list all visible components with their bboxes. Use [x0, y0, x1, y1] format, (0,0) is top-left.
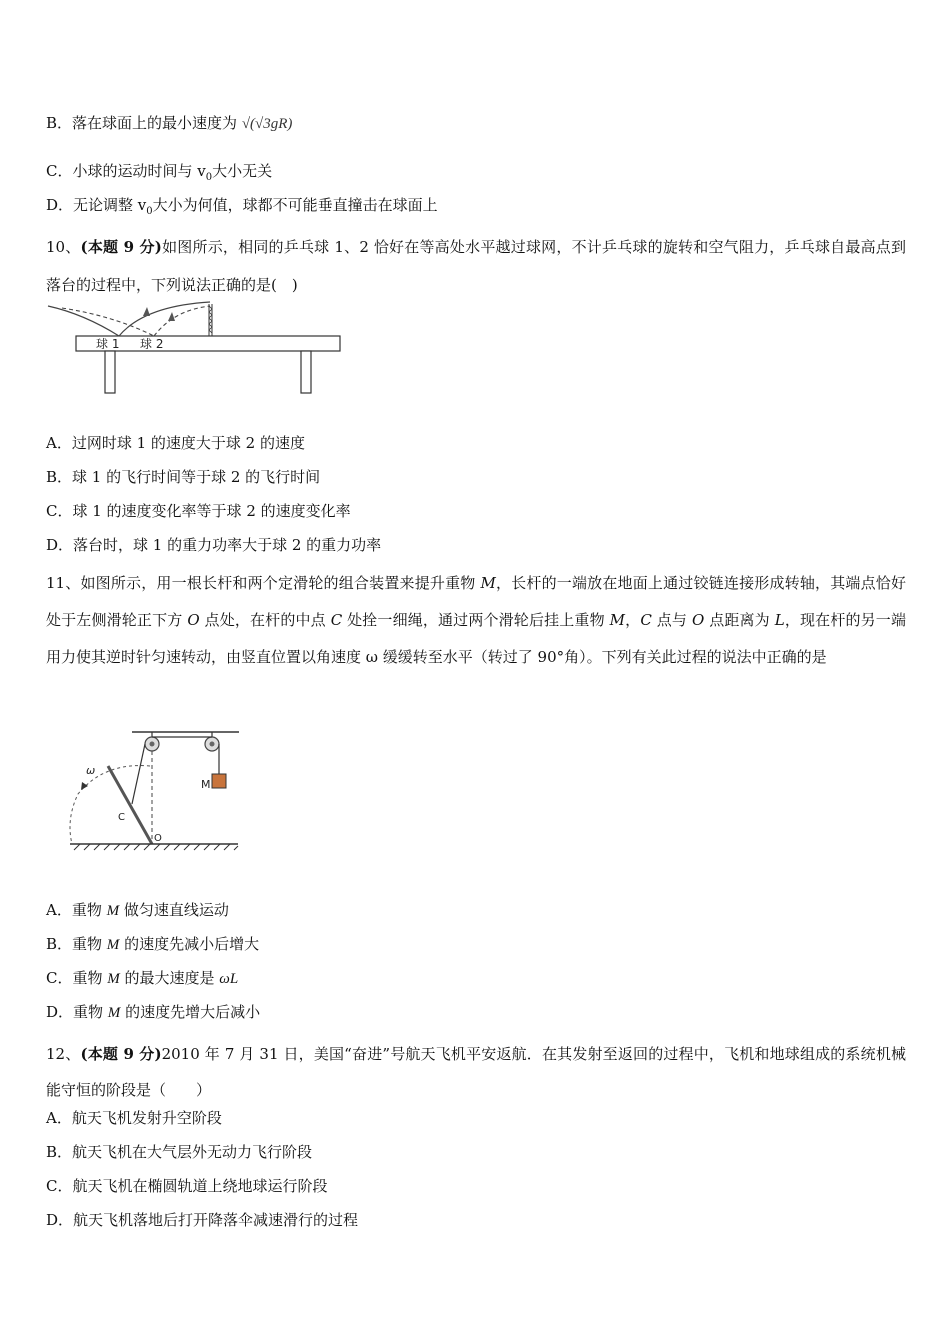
sqrt-formula: √(√3gR) — [241, 116, 293, 132]
c-label: C — [118, 812, 125, 823]
q11-option-a: A．重物 M 做匀速直线运动 — [46, 901, 229, 919]
q12-stem: 12、(本题 9 分)2010 年 7 月 31 日，美国“奋进”号航天飞机平安返航．在其发射至返回的过程中，飞机和地球组成的系统机械能守恒的阶段是（ ） — [46, 1045, 907, 1099]
q9-option-d: D．无论调整 $v_0$大小为何值，球都不可能垂直撞击在球面上 — [46, 196, 438, 217]
q12-option-a: A．航天飞机发射升空阶段 — [46, 1109, 222, 1127]
q12-option-d: D．航天飞机落地后打开降落伞减速滑行的过程 — [46, 1211, 359, 1229]
q11-option-b: B．重物 M 的速度先减小后增大 — [46, 935, 260, 953]
q10-option-c: C．球 1 的速度变化率等于球 2 的速度变化率 — [46, 502, 351, 520]
table-tennis-figure — [44, 296, 348, 396]
q11-option-d: D．重物 M 的速度先增大后减小 — [46, 1003, 261, 1021]
q10-option-b: B．球 1 的飞行时间等于球 2 的飞行时间 — [46, 468, 321, 486]
o-label: O — [154, 833, 162, 844]
q11-stem: 11、如图所示，用一根长杆和两个定滑轮的组合装置来提升重物 M，长杆的一端放在地面上通过铰链连接形成转轴，其端点恰好处于左侧滑轮正下方 O 点处，在杆的中点 C 处拴一细绳，通过两个滑轮后挂上重物 M，C 点与 O 点距离为 L，现在杆的另一端用力使其逆时针匀速转动，由竖直位置以角速度 ω 缓缓转至水平（转过了 90°角）。下列有关此过程的说法中正确的是 — [46, 574, 906, 666]
q12-option-b: B．航天飞机在大气层外无动力飞行阶段 — [46, 1143, 313, 1161]
ball1-label: 球 1 — [96, 337, 120, 351]
q10-option-d: D．落台时，球 1 的重力功率大于球 2 的重力功率 — [46, 536, 382, 554]
pulley-figure — [64, 724, 244, 854]
mass-label: M — [201, 778, 211, 791]
ball2-label: 球 2 — [140, 337, 164, 351]
q9-option-c: C．小球的运动时间与 $v_0$大小无关 — [46, 162, 273, 183]
q11-option-c: C．重物 M 的最大速度是 ωL — [46, 969, 239, 987]
q9-option-b: B．落在球面上的最小速度为 √(√3gR) — [46, 114, 293, 132]
q10-stem: 10、(本题 9 分)如图所示，相同的乒乓球 1、2 恰好在等高处水平越过球网，不计乒乓球的旋转和空气阻力，乒乓球自最高点到落台的过程中，下列说法正确的是( ) — [46, 238, 906, 294]
omega-label: ω — [86, 764, 96, 777]
q10-option-a: A．过网时球 1 的速度大于球 2 的速度 — [46, 434, 305, 452]
q12-option-c: C．航天飞机在椭圆轨道上绕地球运行阶段 — [46, 1177, 328, 1195]
